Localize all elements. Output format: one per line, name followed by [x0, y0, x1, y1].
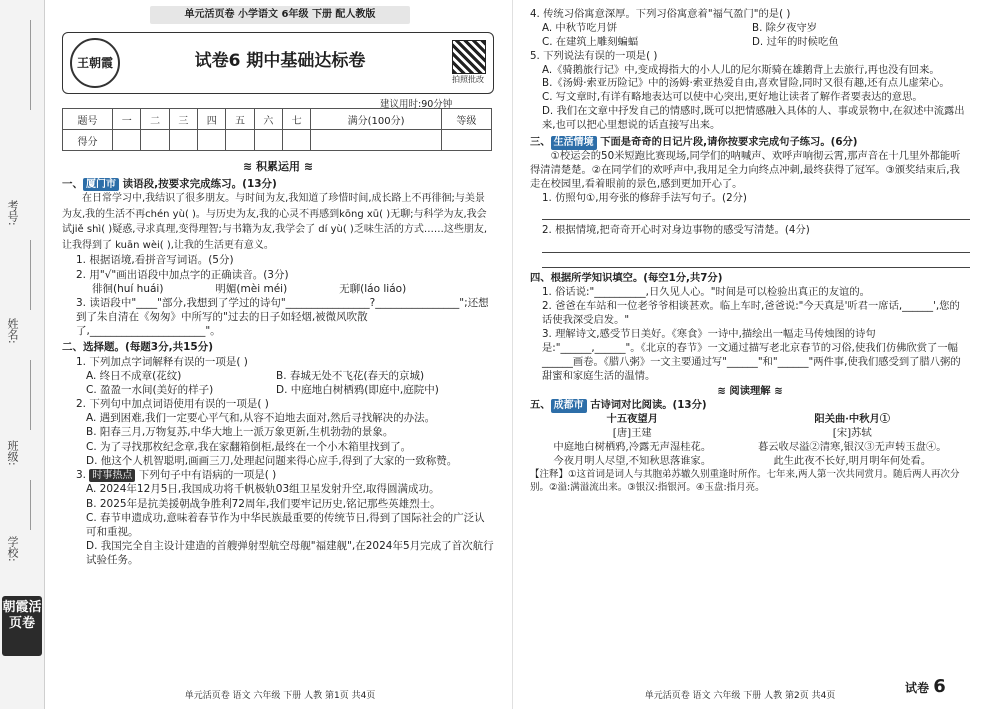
- choice-option[interactable]: D. 他这个人机智聪明,画画三刀,处理起问题来得心应手,得到了大家的一致称赞。: [86, 454, 458, 467]
- q3-1: 1. 仿照句①,用夸张的修辞手法写句子。(2分): [542, 191, 747, 204]
- pinyin-option[interactable]: 无聊(láo liáo): [339, 282, 407, 295]
- q1-num: 一、: [62, 177, 83, 190]
- reading-title: ≋ 阅读理解 ≋: [717, 385, 783, 398]
- poem-2: [758, 413, 947, 469]
- choice-option[interactable]: C. 在建筑上雕刻蝙蝠: [542, 35, 639, 48]
- context-tag: 生活情境: [551, 136, 597, 150]
- choice-option[interactable]: D. 我国完全自主设计建造的首艘弹射型航空母舰"福建舰",在2024年5月完成了首次航行试验任务。: [86, 540, 494, 567]
- q2-3-text: 下列句子中有语病的一项是( ): [138, 468, 277, 481]
- footer-right: 单元活页卷 语文 六年级 下册 人教 第2页 共4页: [644, 691, 836, 701]
- page-divider: [512, 0, 513, 709]
- score-value-row: [63, 130, 492, 151]
- score-cell: 得分: [63, 130, 113, 151]
- q1-1: 1. 根据语境,看拼音写词语。(5分): [76, 254, 234, 267]
- q2-1: 1. 下列加点字词解释有误的一项是( ): [76, 355, 248, 368]
- score-cell: 一: [113, 109, 141, 130]
- page-label: 试卷: [905, 681, 930, 695]
- poem-title: 十五夜望月: [606, 413, 659, 426]
- q2-2: 2. 下列句中加点词语使用有误的一项是( ): [76, 398, 269, 411]
- score-cell: 六: [254, 109, 282, 130]
- score-cell: 等级: [441, 109, 491, 130]
- reading-title-text: 阅读理解: [729, 385, 771, 398]
- choice-option[interactable]: A. 终日不成章(花纹): [86, 369, 182, 382]
- label-kaohao: 考号:: [6, 200, 19, 226]
- section-title-text: 积累运用: [256, 160, 300, 173]
- score-cell: 满分(100分): [311, 109, 441, 130]
- score-input[interactable]: [141, 130, 169, 151]
- score-cell: 七: [282, 109, 310, 130]
- q1-3: 3. 读语段中"____"部分,我想到了学过的诗句"________________?________________";还想到了朱自清在《匆匆》中所写的"过去的日子如轻烟,被微风吹散了,______________________"。: [76, 296, 489, 338]
- choice-option[interactable]: A.《骑鹅旅行记》中,变成拇指大的小人儿的尼尔斯骑在雄鹅背上去旅行,再也没有回来。: [542, 63, 940, 76]
- page-title: 试卷6 期中基础达标卷: [194, 51, 366, 71]
- answer-line[interactable]: [542, 253, 970, 268]
- label-xingming: 姓名:: [6, 318, 19, 344]
- choice-option[interactable]: C. 盈盈一水间(美好的样子): [86, 383, 214, 396]
- choice-option[interactable]: B. 除夕夜守岁: [752, 21, 818, 34]
- score-input[interactable]: [113, 130, 141, 151]
- choice-option[interactable]: A. 遇到困难,我们一定要心平气和,从容不迫地去面对,然后寻找解决的办法。: [86, 412, 436, 425]
- q1-text: 读语段,按要求完成练习。(13分): [122, 177, 277, 190]
- choice-option[interactable]: D. 过年的时候吃鱼: [752, 35, 839, 48]
- brand-badge: 朝霞活页卷: [2, 596, 42, 656]
- choice-option[interactable]: D. 我们在文章中抒发自己的情感时,既可以把情感融入具体的人、事或景物中,在叙述中流露出来,也可以把心里想说的话直接写出来。: [542, 105, 965, 132]
- choice-option[interactable]: C. 为了寻找那枚纪念章,我在家翻箱倒柜,最终在一个小木箱里找到了。: [86, 440, 412, 453]
- right-column: [530, 8, 970, 494]
- pinyin-option[interactable]: 明媚(mèi méi): [215, 282, 288, 295]
- q3-2: 2. 根据情境,把奇奇开心时对身边事物的感受写清楚。(4分): [542, 224, 810, 237]
- answer-line[interactable]: [542, 205, 970, 220]
- q3-num: 三、: [530, 136, 551, 149]
- poem-line: 中庭地白树栖鸦,冷露无声湿桂花。: [553, 441, 712, 454]
- poem-author: [宋]苏轼: [832, 427, 872, 440]
- score-header-row: [63, 109, 492, 130]
- score-cell: 三: [169, 109, 197, 130]
- q1-2: 2. 用"√"画出语段中加点字的正确读音。(3分): [76, 268, 289, 281]
- binding-line: [30, 240, 31, 310]
- choice-option[interactable]: B. 阳春三月,万物复苏,中华大地上一派万象更新,生机勃勃的景象。: [86, 426, 394, 439]
- q5-heading: [530, 399, 970, 413]
- fill-3: 3. 理解诗文,感受节日美好。《寒食》一诗中,描绘出一幅走马传烛图的诗句是:"______,______"。《北京的春节》一文通过描写老北京春节的习俗,使我们仿佛欣赏了一幅______画卷。《腊八粥》一文主要通过写"______"和"______"两件事,使我们感受到了腊八粥的甜蜜和家庭生活的温情。: [542, 327, 961, 382]
- binding-line: [30, 20, 31, 110]
- binding-line: [30, 480, 31, 530]
- score-cell: 题号: [63, 109, 113, 130]
- choice-option[interactable]: A. 2024年12月5日,我国成功将千帆极轨03组卫星发射升空,取得圆满成功。: [86, 483, 440, 496]
- q3-text: 下面是奇奇的日记片段,请你按要求完成句子练习。(6分): [600, 136, 858, 149]
- page-number: 6: [933, 676, 946, 697]
- choice-option[interactable]: B. 2025年是抗美援朝战争胜利72周年,我们要牢记历史,铭记那些英雄烈士。: [86, 497, 441, 510]
- logo-seal: 王朝霞: [70, 38, 120, 88]
- score-input[interactable]: [254, 130, 282, 151]
- score-table: [62, 108, 492, 151]
- qr-caption: 拍照批改: [452, 75, 484, 84]
- poem-line: 今夜月明人尽望,不知秋思落谁家。: [553, 454, 712, 467]
- section-title: ≋ 积累运用 ≋: [242, 160, 314, 173]
- diary-passage: ①校运会的50米短跑比赛现场,同学们的呐喊声、欢呼声响彻云霄,那声音在十几里外都能听得清清楚楚。②在同学们的欢呼声中,我用足全力向终点冲刺,最终获得了冠军。③颁奖结束后,我走在校园里,看着眼前的景色,感到更加开心了。: [530, 149, 961, 190]
- qr-code-icon[interactable]: [452, 40, 486, 74]
- footer-left: 单元活页卷 语文 六年级 下册 人教 第1页 共4页: [184, 691, 376, 701]
- choice-option[interactable]: D. 中庭地白树栖鸦(即庭中,庭院中): [276, 383, 439, 396]
- score-input[interactable]: [198, 130, 226, 151]
- series-header: 单元活页卷 小学语文 6年级 下册 配人教版: [150, 6, 410, 24]
- q1-passage: 在日常学习中,我结识了很多朋友。与时间为友,我知道了珍惜时间,成长路上不再徘徊;与美景为友,我的生活不再chén yù( )。与历史为友,我的心灵不再感到kōng xū( )无聊;与科学为友,我会试jiě shì( )疑惑,寻求真理,变得理智;与书籍为友,我学会了 dí yù( )乏味生活的方式……这些朋友,让我得到了 kuān wèi( ),让我的生活更有意义。: [62, 193, 487, 251]
- choice-option[interactable]: C. 春节申遗成功,意味着春节作为中华民族最重要的传统节日,得到了国际社会的广泛认可和重视。: [86, 511, 485, 538]
- score-cell: 四: [198, 109, 226, 130]
- q5-text: 古诗词对比阅读。(13分): [590, 399, 707, 412]
- poem-line: 此生此夜不长好,明月明年何处看。: [773, 454, 932, 467]
- choice-option[interactable]: A. 中秋节吃月饼: [542, 21, 618, 34]
- score-input[interactable]: [169, 130, 197, 151]
- poems: [530, 413, 970, 469]
- score-input[interactable]: [441, 130, 491, 151]
- score-cell: 二: [141, 109, 169, 130]
- poem-author: [唐]王建: [612, 427, 652, 440]
- q2-4: 4. 传统习俗寓意深厚。下列习俗寓意着"福气盈门"的是( ): [530, 8, 791, 20]
- label-banji: 班级:: [6, 440, 19, 466]
- region-tag: 厦门市: [83, 178, 119, 192]
- region-tag: 成都市: [551, 399, 587, 413]
- poem-note: 【注释】①这首词是词人与其胞弟苏辙久别重逢时所作。七年来,两人第一次共同赏月。随后两人再次分别。②溢:满溢流出来。③银汉:指银河。④玉盘:指月亮。: [530, 468, 960, 493]
- score-cell: 五: [226, 109, 254, 130]
- left-column: [62, 160, 494, 567]
- choice-option[interactable]: C. 写文章时,有详有略地表达可以使中心突出,更好地让读者了解作者要表达的意思。: [542, 91, 923, 104]
- q5-num: 五、: [530, 399, 551, 412]
- q2-3: 3. 时事热点 下列句子中有语病的一项是( ): [76, 468, 277, 481]
- score-input[interactable]: [311, 130, 441, 151]
- choice-option[interactable]: B.《汤姆·索亚历险记》中的汤姆·索亚热爱自由,喜欢冒险,同时又很有趣,还有点儿虚荣心。: [542, 77, 950, 90]
- q2-1-options: [62, 369, 494, 397]
- poem-line: 暮云收尽溢②清寒,银汉③无声转玉盘④。: [757, 441, 947, 454]
- q3-heading: [530, 136, 970, 150]
- time-hint: 建议用时:90分钟: [380, 99, 453, 110]
- poem-1: [553, 413, 711, 469]
- choice-option[interactable]: B. 春城无处不飞花(春天的京城): [276, 369, 425, 382]
- q1-heading: [62, 177, 494, 192]
- q4-heading: 四、根据所学知识填空。(每空1分,共7分): [530, 272, 723, 285]
- q2-4-options: [530, 22, 970, 50]
- q2-5: 5. 下列说法有误的一项是( ): [530, 49, 658, 62]
- q2-heading: 二、选择题。(每题3分,共15分): [62, 341, 214, 354]
- score-input[interactable]: [282, 130, 310, 151]
- answer-line[interactable]: [542, 238, 970, 253]
- pinyin-option[interactable]: 徘徊(huí huái): [92, 282, 164, 295]
- hot-topic-tag: 时事热点: [89, 469, 135, 483]
- fill-2: 2. 爸爸在车站和一位老爷爷相谈甚欢。临上车时,爸爸说:"今天真是'听君一席话,______',您的话使我深受启发。": [542, 300, 960, 327]
- q1-2-options: [62, 282, 494, 296]
- score-input[interactable]: [226, 130, 254, 151]
- page-tag: [905, 676, 946, 697]
- label-xuexiao: 学校:: [6, 536, 19, 562]
- fill-1: 1. 俗话说:"__________,日久见人心。"时间是可以检验出真正的友谊的。: [542, 286, 870, 299]
- binding-line: [30, 360, 31, 430]
- poem-title: 阳关曲·中秋月①: [814, 413, 891, 426]
